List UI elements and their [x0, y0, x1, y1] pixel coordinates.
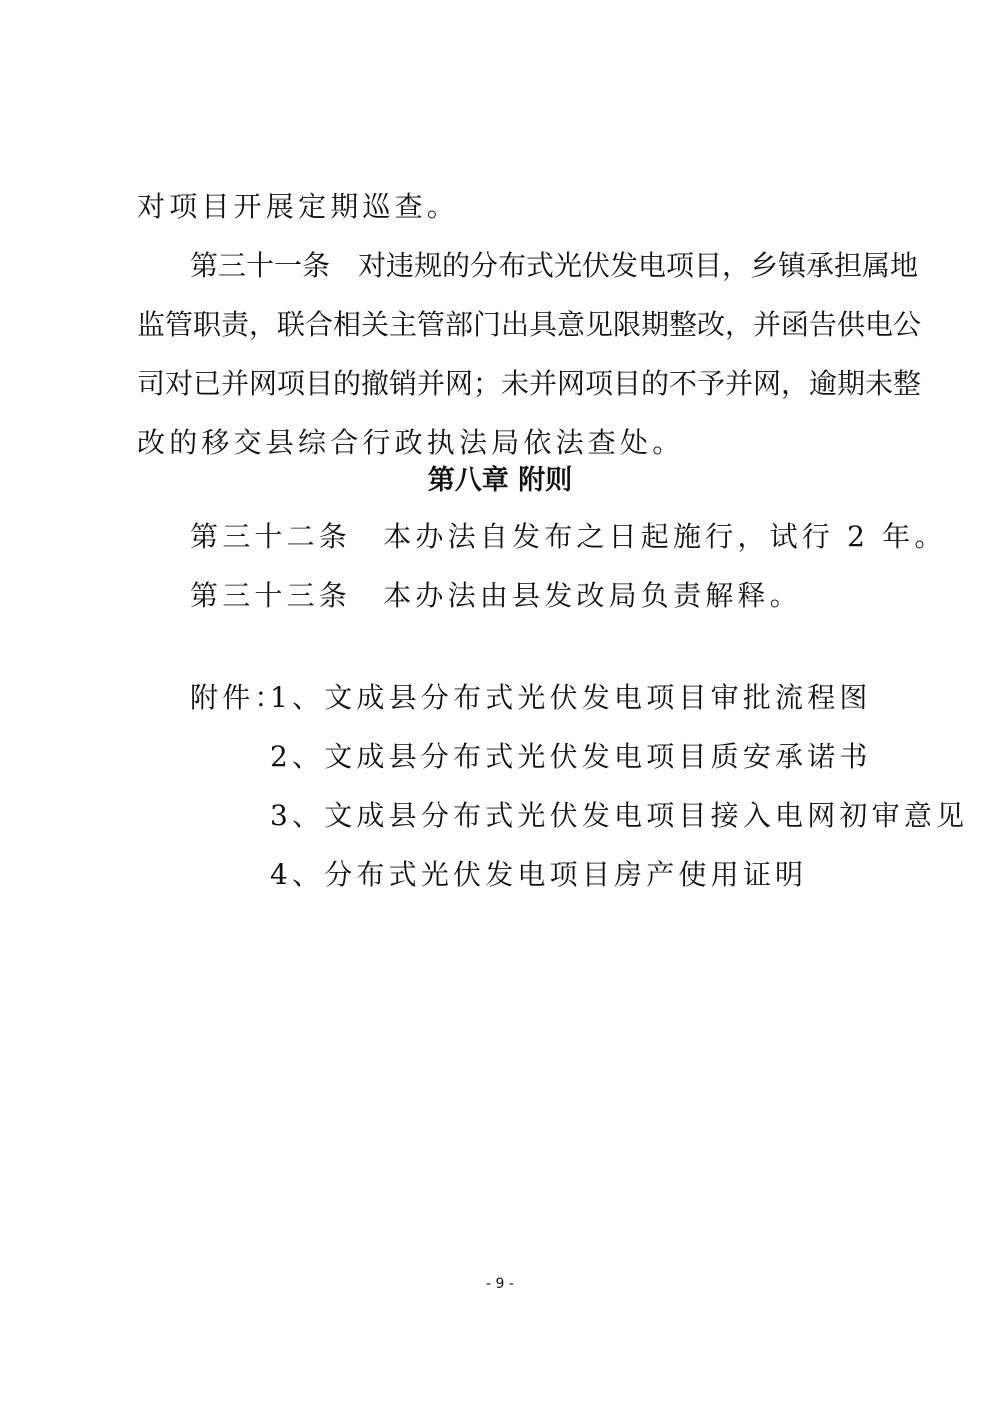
- attachment-item-1: 1、文成县分布式光伏发电项目审批流程图: [270, 681, 872, 714]
- article-33: 第三十三条 本办法由县发改局负责解释。: [190, 579, 802, 612]
- article-31-line-1: 第三十一条 对违规的分布式光伏发电项目，乡镇承担属地: [190, 249, 919, 282]
- page-number: - 9 -: [486, 1276, 514, 1292]
- article-31-line-4: 改的移交县综合行政执法局依法查处。: [137, 426, 685, 459]
- attachment-item-4: 4、分布式光伏发电项目房产使用证明: [270, 858, 808, 891]
- attachment-item-3: 3、文成县分布式光伏发电项目接入电网初审意见: [270, 799, 969, 832]
- article-31-line-3: 司对已并网项目的撤销并网；未并网项目的不予并网，逾期未整: [137, 367, 922, 400]
- attachment-item-2: 2、文成县分布式光伏发电项目质安承诺书: [270, 740, 872, 773]
- attachments-label: 附件：: [190, 681, 287, 714]
- article-31-line-2: 监管职责，联合相关主管部门出具意见限期整改，并函告供电公: [137, 308, 922, 341]
- paragraph-line-1: 对项目开展定期巡查。: [137, 190, 460, 223]
- article-32: 第三十二条 本办法自发布之日起施行，试行 2 年。: [190, 520, 947, 553]
- chapter-heading: 第八章 附则: [427, 465, 573, 496]
